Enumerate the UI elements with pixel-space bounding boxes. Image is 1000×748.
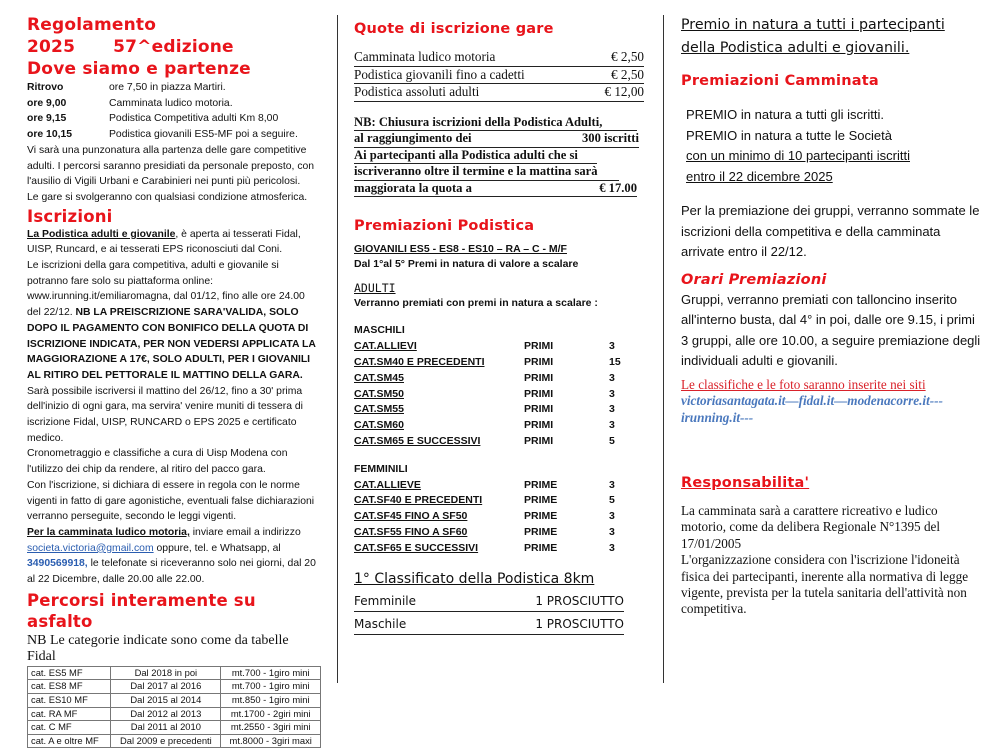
prize-count: 5 [609, 435, 615, 448]
prize-label: PRIMI [524, 435, 554, 448]
sites-links[interactable]: victoriasantagata.it—fidal.it—modenacorre.it---irunning.it--- [681, 393, 943, 425]
table-row [28, 721, 321, 735]
cell-years: Dal 2009 e precedenti [111, 734, 221, 748]
gruppi-text: Per la premiazione dei gruppi, verranno sommate le iscrizioni della competitiva e della camminata arrivate entro il 22/12. [681, 203, 980, 259]
table-row [28, 680, 321, 694]
prize-row [354, 387, 644, 403]
classificato-row [354, 591, 624, 612]
classificato-row [354, 614, 624, 635]
iscrizioni-p2 [27, 258, 319, 384]
prize-label: PRIMI [524, 371, 554, 384]
table-row [28, 666, 321, 680]
camminata-contact [27, 525, 319, 588]
column-premi-responsabilita [681, 14, 981, 618]
prize-category: CAT.SF55 FINO A SF60 [354, 526, 468, 539]
closing-note [354, 115, 644, 198]
prize-row [354, 371, 644, 387]
note-line [354, 131, 639, 148]
where-heading: Dove siamo e partenze [27, 59, 251, 79]
percorsi-note: NB Le categorie indicate sono come da tabelle Fidal [27, 632, 289, 664]
classificato-label: Femminile [354, 593, 416, 608]
prize-count: 3 [609, 340, 615, 353]
prize-count: 3 [609, 371, 615, 384]
premiazioni-heading: Premiazioni Podistica [354, 218, 535, 235]
fee-row [354, 84, 644, 102]
cell-category: cat. RA MF [28, 707, 111, 721]
cell-years: Dal 2017 al 2016 [111, 680, 221, 694]
column-quote-premiazioni [354, 14, 644, 635]
cell-category: cat. C MF [28, 721, 111, 735]
classificato-label: Maschile [354, 616, 407, 631]
fee-price: € 12,00 [604, 84, 644, 99]
note-text: iscriveranno oltre il termine e la mattina sarà [354, 164, 598, 179]
cell-distance: mt.2550 - 3giri mini [221, 721, 321, 735]
cell-distance: mt.8000 - 3giri maxi [221, 734, 321, 748]
prize-category: CAT.SM50 [354, 387, 404, 400]
prize-row [354, 478, 644, 494]
note-value: € 17.00 [599, 180, 637, 195]
weather-note: Le gare si svolgeranno con qualsiasi condizione atmosferica. [27, 191, 308, 203]
prize-label: PRIME [524, 478, 558, 491]
schedule-row [27, 127, 319, 143]
column-divider-1 [337, 15, 338, 683]
cell-years: Dal 2012 al 2013 [111, 707, 221, 721]
page-title [27, 14, 319, 58]
giovanili-text: Dal 1°al 5° Premi in natura di valore a scalare [354, 258, 579, 271]
cell-years: Dal 2015 al 2014 [111, 693, 221, 707]
camminata-line: entro il 22 dicembre 2025 [686, 168, 833, 184]
schedule-row [27, 96, 319, 112]
prize-count: 3 [609, 526, 615, 539]
camminata-lead: Per la camminata ludico motoria, [27, 526, 190, 538]
note-line [354, 164, 619, 181]
iscrizioni-p4: Cronometraggio e classifiche a cura di Uisp Modena con l'utilizzo dei chip da rendere, al ritiro del pacco gara. [27, 448, 288, 476]
table-row [28, 693, 321, 707]
prize-count: 3 [609, 387, 615, 400]
prize-row [354, 509, 644, 525]
iscrizioni-p1 [27, 227, 319, 258]
email-link[interactable]: societa.victoria@gmail.com [27, 542, 154, 554]
classificato-prize: 1 PROSCIUTTO [535, 593, 624, 608]
fee-row [354, 49, 644, 67]
schedule-key: Ritrovo [27, 82, 64, 93]
cell-distance: mt.700 - 1giro mini [221, 666, 321, 680]
classificato-block [354, 569, 644, 635]
prize-count: 3 [609, 478, 615, 491]
iscrizioni-heading: Iscrizioni [27, 206, 113, 226]
prize-row [354, 434, 644, 450]
note-text: NB: Chiusura iscrizioni della Podistica Adulti, [354, 114, 603, 129]
femminili-title: FEMMINILI [354, 462, 408, 475]
prize-count: 15 [609, 356, 621, 369]
percorsi-heading: Percorsi interamente su asfalto [27, 590, 256, 631]
quote-heading: Quote di iscrizione gare [354, 21, 554, 37]
cell-years: Dal 2011 al 2010 [111, 721, 221, 735]
prize-label: PRIME [524, 510, 558, 523]
prize-label: PRIMI [524, 419, 554, 432]
cell-category: cat. ES5 MF [28, 666, 111, 680]
fee-row [354, 67, 644, 85]
prize-category: CAT.ALLIEVE [354, 478, 421, 491]
prize-count: 3 [609, 419, 615, 432]
edition-text: 57^edizione [113, 37, 234, 57]
responsabilita-p2: L'organizzazione considera con l'iscrizione l'idoneità fisica dei partecipanti, inerente alla normativa di legge vigente, prevista per la tutela sanitaria dell'attività non competitiva. [681, 552, 969, 617]
iscrizioni-p3: Sarà possibile iscriversi il mattino del 26/12, fino a 30' prima dell'inizio di ogni gara, ma servira' venire muniti di tessera di iscrizione Fidal, UISP, RUNCARD o EPS 2025 e certificato medico. [27, 385, 303, 444]
premio-banner-line-1: Premio in natura a tutti i partecipanti [681, 17, 945, 33]
note-text: Ai partecipanti alla Podistica adulti che si [354, 147, 578, 162]
schedule-key: ore 9,00 [27, 97, 67, 109]
prize-count: 5 [609, 494, 615, 507]
prize-row [354, 418, 644, 434]
fee-label: Podistica assoluti adulti [354, 84, 480, 99]
maschili-list [354, 339, 644, 450]
prize-row [354, 402, 644, 418]
schedule-value: Podistica Competitiva adulti Km 8,00 [109, 113, 279, 125]
responsabilita-p1: La camminata sarà a carattere ricreativo e ludico motorio, come da delibera Regionale N°1395 del 17/01/2005 [681, 503, 941, 551]
cell-category: cat. ES10 MF [28, 693, 111, 707]
camminata-line: PREMIO in natura a tutti gli iscritti. [686, 107, 884, 122]
table-row [28, 707, 321, 721]
phone-number[interactable]: 3490569918, [27, 558, 88, 570]
cell-distance: mt.700 - 1giro mini [221, 680, 321, 694]
prize-label: PRIME [524, 541, 558, 554]
table-row [28, 734, 321, 748]
orari-heading: Orari Premiazioni [681, 271, 827, 288]
prize-label: PRIMI [524, 356, 554, 369]
title-text: Regolamento 2025 [27, 15, 157, 57]
iscrizioni-p2-text: Le iscrizioni della gara competitiva, adulti e giovanile si potranno fare solo su piattaforma online: www.irunning.it/emiliaromagna, dal 01/12, fino alle ore 24.00 del 22/12. [27, 260, 305, 319]
iscrizioni-lead: La Podistica adulti e giovanile [27, 228, 176, 240]
prize-count: 3 [609, 541, 615, 554]
fee-label: Podistica giovanili fino a cadetti [354, 66, 525, 82]
schedule-list [27, 80, 319, 206]
prize-label: PRIME [524, 494, 558, 507]
camminata-line: PREMIO in natura a tutte le Società [686, 127, 892, 143]
schedule-row [27, 111, 319, 127]
prize-label: PRIMI [524, 387, 554, 400]
column-regolamento [27, 14, 319, 748]
note-line [354, 115, 637, 132]
fees-list [354, 49, 644, 102]
prize-label: PRIMI [524, 403, 554, 416]
responsabilita-heading: Responsabilita' [681, 475, 810, 491]
note-line [354, 148, 597, 165]
contact-text: inviare email a indirizzo [189, 526, 301, 538]
adulti-title: ADULTI [354, 281, 396, 296]
prize-category: CAT.SM55 [354, 403, 404, 416]
cell-distance: mt.850 - 1giro mini [221, 693, 321, 707]
fee-price: € 2,50 [611, 66, 644, 82]
prize-row [354, 355, 644, 371]
prize-category: CAT.SM60 [354, 419, 404, 432]
cell-years: Dal 2018 in poi [111, 666, 221, 680]
cell-category: cat. ES8 MF [28, 680, 111, 694]
classificato-prize: 1 PROSCIUTTO [535, 616, 624, 631]
fee-price: € 2,50 [611, 49, 644, 64]
prize-category: CAT.SM40 E PRECEDENTI [354, 356, 485, 369]
contact-text: le telefonate si riceveranno solo nei giorni, dal 20 al 22 Dicembre, dalle 20.00 alle 22.00. [27, 558, 316, 586]
prize-category: CAT.SM45 [354, 371, 404, 384]
iscrizioni-body [27, 227, 319, 588]
orari-text: Gruppi, verranno premiati con talloncino inserito all'interno busta, dal 4° in poi, dalle ore 9.15, i primi 3 gruppi, alle ore 10.00, a seguire premiazione degli individuali adulti e giovanili. [681, 291, 981, 368]
femminili-list [354, 478, 644, 557]
adulti-text: Verranno premiati con premi in natura a scalare : [354, 297, 598, 310]
maschili-title: MASCHILI [354, 324, 405, 337]
schedule-value: Podistica giovanili ES5-MF poi a seguire. [109, 129, 298, 141]
iscrizioni-p5: Con l'iscrizione, si dichiara di essere in regola con le norme vigenti in fatto di gare agonistiche, eventuali false dichiarazioni verranno perseguite, secondo le leggi vigenti. [27, 479, 315, 523]
camminata-line: con un minimo di 10 partecipanti iscritti [686, 148, 910, 163]
contact-text: oppure, tel. e Whatsapp, al [153, 542, 281, 554]
giovanili-title: GIOVANILI ES5 - ES8 - ES10 – RA – C - M/F [354, 243, 567, 256]
note-line [354, 181, 637, 198]
schedule-row [27, 80, 319, 96]
prize-category: CAT.SF45 FINO A SF50 [354, 510, 468, 523]
prize-row [354, 493, 644, 509]
camminata-prizes [681, 105, 981, 187]
giovanili-block [354, 242, 644, 272]
classificato-title: 1° Classificato della Podistica 8km [354, 570, 595, 587]
prize-label: PRIMI [524, 340, 554, 353]
responsabilita-body [681, 503, 981, 618]
column-divider-2 [663, 15, 664, 683]
schedule-value: ore 7,50 in piazza Martiri. [109, 82, 226, 93]
prize-category: CAT.ALLIEVI [354, 340, 417, 353]
prize-row [354, 339, 644, 355]
prize-category: CAT.SF40 E PRECEDENTI [354, 494, 483, 507]
schedule-key: ore 10,15 [27, 129, 73, 141]
prize-row [354, 541, 644, 557]
cell-category: cat. A e oltre MF [28, 734, 111, 748]
prize-category: CAT.SM65 E SUCCESSIVI [354, 435, 481, 448]
prize-row [354, 525, 644, 541]
camminata-heading: Premiazioni Camminata [681, 73, 879, 89]
prize-label: PRIME [524, 526, 558, 539]
note-text: al raggiungimento dei [354, 131, 472, 146]
fee-label: Camminata ludico motoria [354, 49, 496, 64]
note-value: 300 iscritti [581, 131, 639, 146]
categories-table [27, 666, 321, 748]
cell-distance: mt.1700 - 2giri mini [221, 707, 321, 721]
prize-count: 3 [609, 510, 615, 523]
schedule-key: ore 9,15 [27, 113, 67, 125]
premio-banner-line-2: della Podistica adulti e giovanili. [681, 40, 910, 56]
prize-count: 3 [609, 403, 615, 416]
classifiche-text: Le classifiche e le foto saranno inserite nei siti [681, 376, 926, 392]
note-text: maggiorata la quota a [354, 180, 472, 195]
schedule-value: Camminata ludico motoria. [109, 97, 233, 109]
prize-category: CAT.SF65 E SUCCESSIVI [354, 541, 479, 554]
iscrizioni-p1-text: , è aperta ai tesserati Fidal, UISP, Runcard, e ai tesserati EPS riconosciuti dal Coni. [27, 228, 301, 256]
schedule-note: Vi sarà una punzonatura alla partenza delle gare competitive adulti. I percorsi saranno presidiati da personale preposto, con l'ausilio di Vigili Urbani e Carabinieri nei punti più pericolosi. [27, 144, 315, 188]
preiscrizione-note: NB LA PREISCRIZIONE SARA'VALIDA, SOLO DOPO IL PAGAMENTO CON BONIFICO DELLA QUOTA DI ISCRIZIONE INDICATA, PER NON VEDERSI APPLICATA LA MAGGIORAZIONE A 17€, SOLO ADULTI, PER I GIOVANILI AL RITIRO DEL PETTORALE IL MATTINO DELLA GARA. [27, 307, 316, 381]
